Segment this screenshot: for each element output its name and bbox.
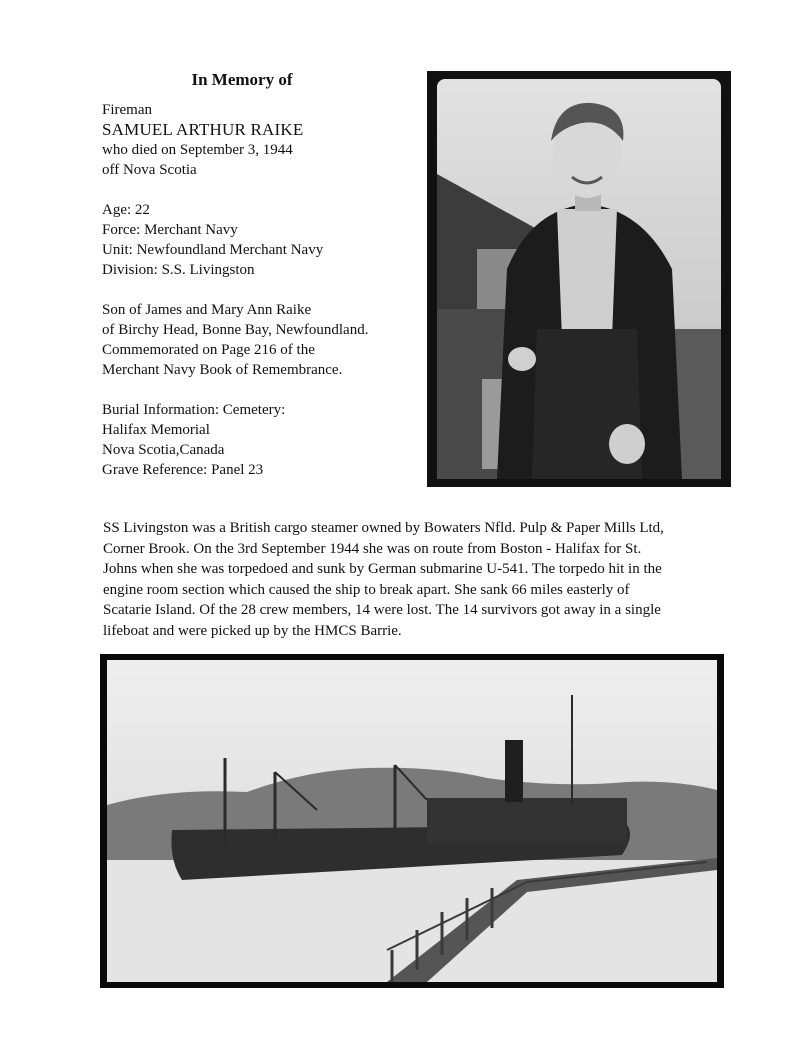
family-line: of Birchy Head, Bonne Bay, Newfoundland. — [102, 322, 369, 338]
story-line: Johns when she was torpedoed and sunk by German submarine U-541. The torpedo hit in the — [103, 561, 662, 577]
story-line: Scatarie Island. Of the 28 crew members, 14 were lost. The 14 survivors got away in a single — [103, 602, 661, 618]
ship-photo — [100, 654, 724, 988]
portrait-photo — [427, 71, 731, 487]
burial-line: Halifax Memorial — [102, 422, 210, 438]
portrait-image — [437, 79, 721, 479]
story-line: Corner Brook. On the 3rd September 1944 she was on route from Boston - Halifax for St. — [103, 540, 642, 557]
memorial-details — [102, 100, 422, 480]
memorial-heading: In Memory of — [191, 70, 293, 89]
burial-line: Grave Reference: Panel 23 — [102, 462, 264, 478]
story-line: lifeboat and were picked up by the HMCS Barrie. — [103, 622, 402, 639]
burial-line: Nova Scotia,Canada — [102, 442, 225, 458]
ship-image — [107, 660, 717, 982]
story-line: SS Livingston was a British cargo steamer owned by Bowaters Nfld. Pulp & Paper Mills Ltd, — [103, 520, 664, 536]
family-line: Commemorated on Page 216 of the — [102, 342, 315, 358]
death-date: who died on September 3, 1944 — [102, 142, 293, 158]
unit: Unit: Newfoundland Merchant Navy — [102, 242, 324, 258]
family-line: Son of James and Mary Ann Raike — [102, 302, 312, 318]
death-place: off Nova Scotia — [102, 162, 197, 178]
rank: Fireman — [102, 102, 152, 118]
division: Division: S.S. Livingston — [102, 262, 255, 278]
person-name: SAMUEL ARTHUR RAIKE — [102, 120, 304, 139]
family-line: Merchant Navy Book of Remembrance. — [102, 362, 343, 378]
story-line: engine room section which caused the ship to break apart. She sank 66 miles easterly of — [103, 581, 630, 598]
burial-line: Burial Information: Cemetery: — [102, 402, 286, 418]
age: Age: 22 — [102, 202, 150, 218]
force: Force: Merchant Navy — [102, 222, 238, 238]
ship-story — [103, 518, 743, 641]
